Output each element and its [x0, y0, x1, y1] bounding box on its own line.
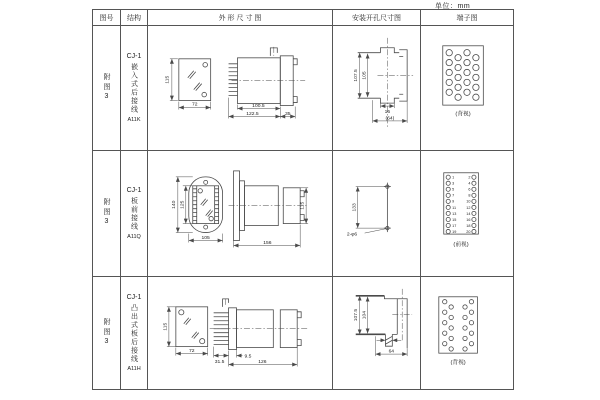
terminal-view-label: (前视): [453, 241, 469, 248]
terminal-number: 8: [468, 193, 471, 198]
dim-label: 64: [388, 349, 395, 355]
dim-label: 16: [384, 110, 391, 116]
table-row: [93, 276, 514, 389]
dim-label: 156: [263, 241, 272, 247]
dim-label: 105: [201, 236, 210, 242]
dim-label: 100.5: [252, 104, 265, 110]
terminal-cell: [421, 26, 514, 151]
model-label: CJ-1: [126, 293, 142, 301]
terminal-number: 11: [452, 205, 457, 210]
terminal-cell: [421, 276, 514, 389]
figure-no-cell: [93, 151, 121, 276]
outline-drawing-a11h: [148, 277, 332, 389]
header-row: [93, 10, 514, 26]
header-outline-dims: 外 形 尺 寸 图: [148, 10, 333, 26]
header-figure-no: 图号: [93, 10, 121, 26]
terminal-number: 3: [452, 181, 455, 186]
terminal-drawing-a11k: [421, 26, 513, 150]
side-view: [214, 299, 302, 350]
mount-type-label: 板前接线: [130, 196, 138, 231]
dim-label: 115: [300, 202, 306, 210]
unit-label: 单位：mm: [435, 3, 471, 10]
terminal-number: 14: [466, 211, 471, 216]
model-label: CJ-1: [126, 53, 142, 61]
side-view: [229, 48, 298, 106]
dim-label: 125: [180, 200, 186, 210]
dim-label: 122.5: [246, 112, 259, 118]
dim-label: 105: [362, 71, 368, 80]
terminal-number: 19: [452, 229, 457, 234]
code-label: A11K: [127, 117, 141, 124]
terminal-number: 6: [468, 187, 471, 192]
dim-label: 133: [352, 202, 358, 212]
dim-label: 115: [163, 322, 169, 331]
terminal-number: 2: [468, 175, 471, 180]
dim-label: 72: [188, 348, 195, 354]
header-terminal: 端子图: [421, 10, 514, 26]
outline-cell: [148, 26, 333, 151]
code-label: A11Q: [127, 233, 141, 240]
install-cell: [333, 276, 421, 389]
terminal-pins: [443, 299, 474, 351]
figure-no: 附图3: [103, 73, 110, 104]
hole-spec-label: 2-φ6: [346, 232, 358, 238]
terminal-pins: [446, 175, 476, 233]
terminal-number: 20: [466, 229, 471, 234]
install-drawing-a11h: [333, 277, 420, 389]
table-row: [93, 151, 514, 276]
terminal-view-label: (背视): [455, 111, 471, 118]
dim-label: 115: [165, 75, 171, 84]
terminal-pins: [446, 50, 479, 101]
model-label: CJ-1: [126, 186, 142, 194]
structure-cell: [121, 151, 148, 276]
mount-type-label: 凸出式板后接线: [130, 303, 138, 364]
outline-cell: [148, 276, 333, 389]
dimension-lines: [360, 53, 407, 123]
header-structure: 结构: [121, 10, 148, 26]
structure-cell: [121, 276, 148, 389]
dim-label: (64): [385, 116, 395, 122]
terminal-number: 4: [468, 181, 471, 186]
install-cell: [333, 26, 421, 151]
terminal-cell: [421, 151, 514, 276]
dim-label: 35: [284, 112, 291, 118]
terminal-number: 13: [452, 211, 457, 216]
terminal-view-label: (背视): [450, 359, 466, 366]
front-view: [176, 306, 208, 346]
install-drawing-a11q: [333, 152, 420, 276]
figure-no: 附图3: [103, 198, 110, 229]
front-view: [179, 59, 211, 101]
figure-no-cell: [93, 26, 121, 151]
terminal-number: 7: [452, 193, 455, 198]
terminal-number: 1: [452, 175, 455, 180]
terminal-number: 15: [452, 217, 457, 222]
mount-type-label: 嵌入式后接线: [130, 63, 138, 115]
dim-label: 107.5: [354, 69, 360, 82]
terminal-number: 12: [466, 205, 471, 210]
dimension-lines: [360, 296, 407, 356]
spec-table: [92, 9, 514, 390]
header-install-dims: 安装开孔尺寸图: [333, 10, 421, 26]
figure-no-cell: [93, 276, 121, 389]
outline-drawing-a11q: [148, 151, 332, 275]
install-drawing-a11k: [333, 26, 420, 150]
terminal-drawing-a11h: [421, 277, 513, 389]
dim-label: 9.5: [244, 354, 252, 360]
dimension-lines: [356, 186, 387, 232]
structure-cell: [121, 26, 148, 151]
panel-edges: [356, 296, 386, 335]
terminal-number: 5: [452, 187, 455, 192]
table-row: [93, 26, 514, 151]
terminal-number: 9: [452, 199, 455, 204]
dim-label: 126: [258, 359, 267, 365]
hole-layout: [384, 182, 391, 231]
dim-label: 31.5: [214, 359, 225, 365]
code-label: A11H: [127, 366, 141, 373]
terminal-numbers: [452, 175, 470, 233]
dimension-lines: [167, 306, 297, 366]
terminal-number: 10: [466, 199, 471, 204]
terminal-number: 16: [466, 217, 471, 222]
dim-label: 72: [191, 102, 198, 108]
terminal-drawing-a11q: [421, 152, 513, 276]
dim-label: 107.5: [354, 308, 360, 322]
outline-drawing-a11k: [148, 26, 332, 150]
terminal-number: 18: [466, 223, 471, 228]
dim-label: 140: [172, 200, 178, 210]
install-cell: [333, 151, 421, 276]
outline-cell: [148, 151, 333, 276]
figure-no: 附图3: [103, 317, 110, 348]
front-view: [189, 177, 223, 233]
terminal-number: 17: [452, 223, 457, 228]
dim-label: 104: [362, 310, 368, 320]
